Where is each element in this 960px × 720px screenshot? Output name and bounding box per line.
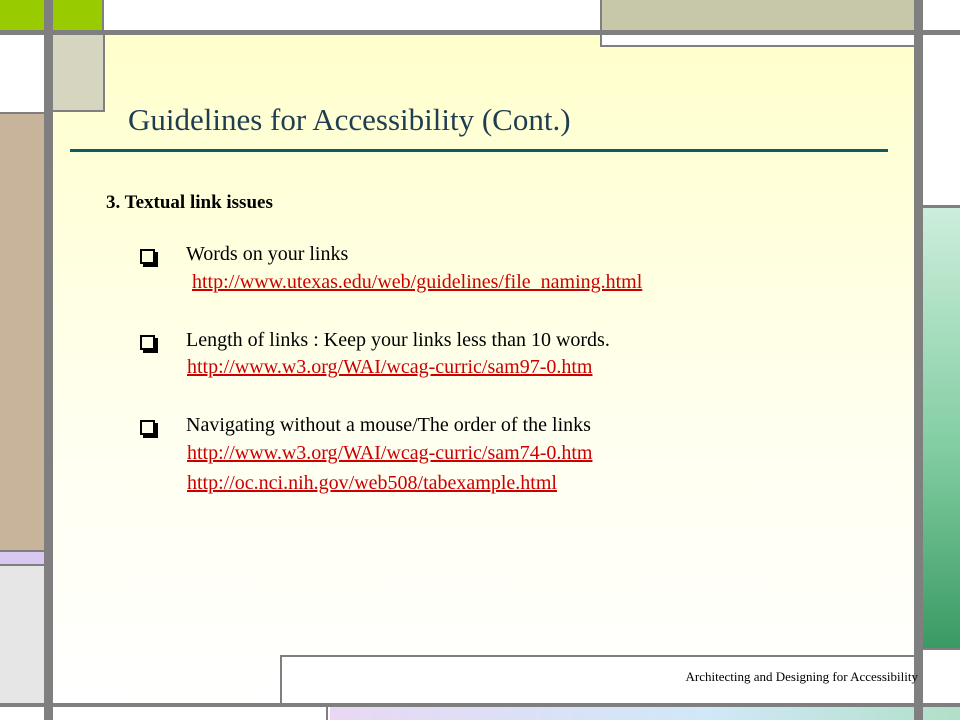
link-w3-sam74[interactable]: http://www.w3.org/WAI/wcag-curric/sam74-0.htm	[187, 442, 593, 464]
decor-gray-top-block	[600, 0, 916, 30]
decor-green-gradient-block	[923, 205, 960, 650]
frame-bar-top	[0, 30, 960, 35]
list-item-text: Words on your links	[186, 243, 349, 265]
footer-text: Architecting and Designing for Accessibility	[685, 669, 918, 684]
link-utexas-file-naming[interactable]: http://www.utexas.edu/web/guidelines/file_naming.html	[192, 271, 643, 293]
slide-title: Guidelines for Accessibility (Cont.)	[128, 102, 571, 137]
frame-bar-left	[44, 0, 53, 720]
decor-bottom-gradient	[330, 707, 960, 720]
checkbox-bullet-icon	[140, 249, 155, 264]
decor-tan-block	[0, 112, 44, 552]
checkbox-bullet-icon	[140, 420, 155, 435]
frame-bar-right	[914, 0, 923, 720]
decor-lavender-block	[0, 552, 44, 566]
decor-gray-block	[53, 35, 105, 112]
link-w3-sam97[interactable]: http://www.w3.org/WAI/wcag-curric/sam97-0.htm	[187, 356, 593, 378]
link-nci-tabexample[interactable]: http://oc.nci.nih.gov/web508/tabexample.html	[187, 472, 557, 494]
checkbox-bullet-icon	[140, 335, 155, 350]
section-heading: 3. Textual link issues	[106, 192, 273, 213]
title-underline	[70, 149, 888, 152]
list-item-text: Length of links : Keep your links less than 10 words.	[186, 329, 610, 351]
frame-bar-bottom	[0, 703, 960, 707]
decor-light-block	[0, 566, 44, 703]
list-item-text: Navigating without a mouse/The order of the links	[186, 414, 591, 436]
decor-bottom-block	[53, 707, 328, 720]
